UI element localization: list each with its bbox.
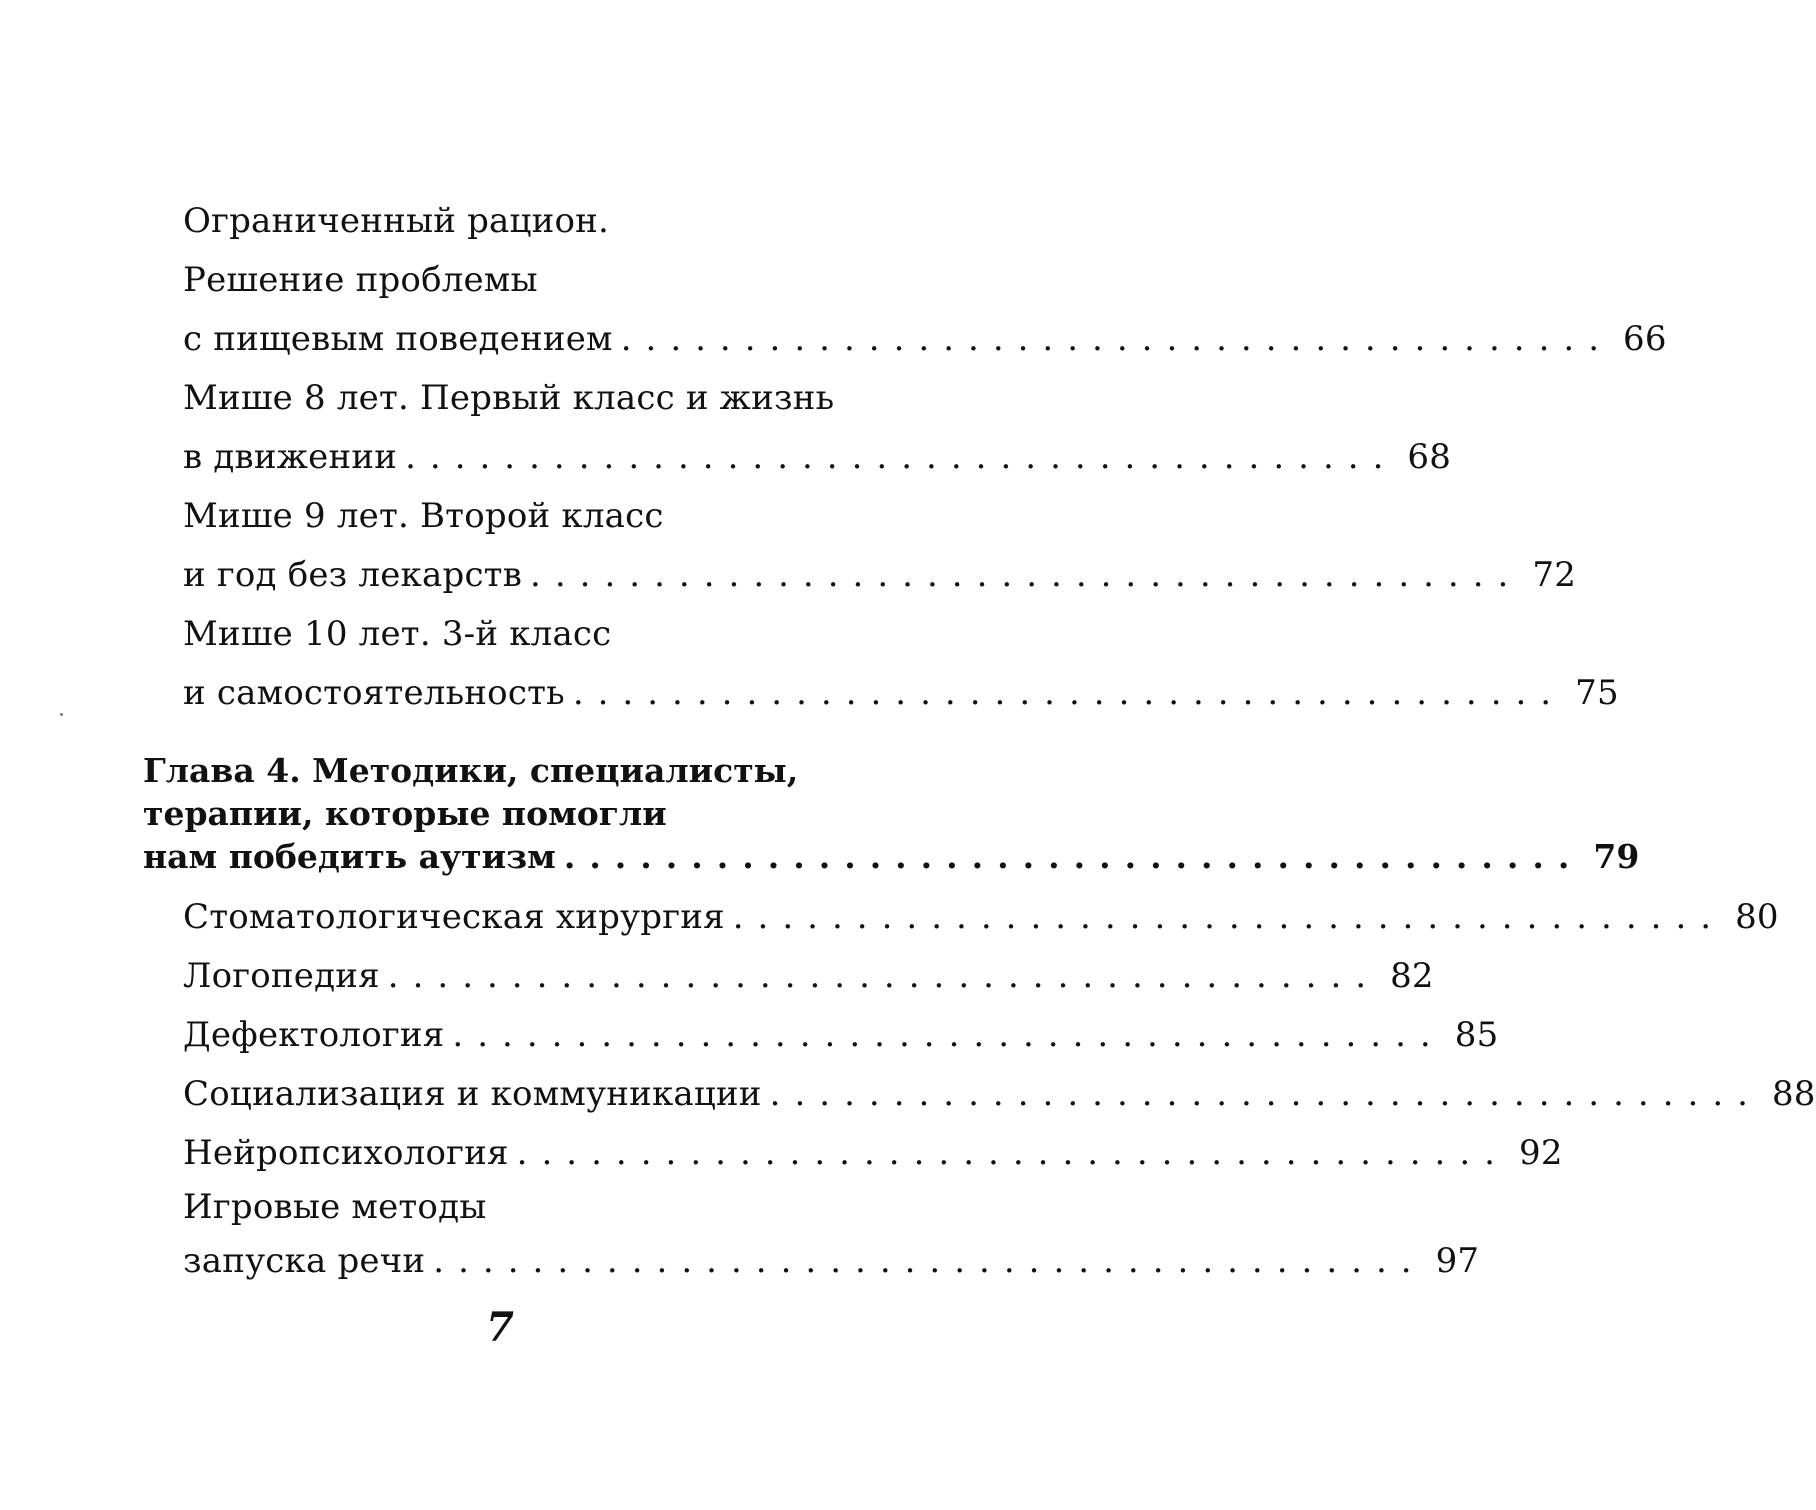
toc-entry-line[interactable] xyxy=(183,1236,1480,1286)
chapter-title: нам победить аутизм xyxy=(143,837,556,876)
toc-entry-title: в движении xyxy=(183,437,398,477)
dot-leader: ........................................ xyxy=(769,1074,1762,1114)
toc-entry-title: Игровые методы xyxy=(183,1187,487,1227)
dot-leader: ........................................ xyxy=(732,897,1726,937)
toc-page-number: 85 xyxy=(1454,1015,1499,1055)
toc-entry-line xyxy=(183,373,835,423)
toc-entry-line[interactable] xyxy=(183,668,1619,718)
toc-page-number: 92 xyxy=(1518,1133,1563,1173)
toc-entry-title: Дефектология xyxy=(183,1015,445,1055)
toc-page-number: 82 xyxy=(1390,956,1434,996)
toc-entry-line[interactable] xyxy=(183,314,1667,364)
dot-leader: ........................................ xyxy=(452,1015,1445,1055)
toc-entry-line[interactable] xyxy=(183,1010,1499,1060)
toc-entry-title: и самостоятельность xyxy=(183,673,565,713)
toc-entry-line xyxy=(183,196,812,246)
toc-entry-title: с пищевым поведением xyxy=(183,319,613,359)
toc-entry-line[interactable] xyxy=(183,432,1452,482)
toc-page-number: 66 xyxy=(1623,319,1667,359)
toc-entry-title: Мише 9 лет. Второй класс xyxy=(183,496,664,536)
toc-page-number: 97 xyxy=(1435,1241,1480,1281)
toc-entry-title: Мише 8 лет. Первый класс и жизнь xyxy=(183,378,835,418)
dot-leader: ........................................ xyxy=(563,837,1584,876)
dot-leader: ........................................ xyxy=(516,1133,1509,1173)
chapter-title: терапии, которые помогли xyxy=(143,794,667,833)
toc-page-number: 88 xyxy=(1771,1074,1816,1114)
toc-entry-title: и год без лекарств xyxy=(183,555,523,595)
toc-entry-line[interactable] xyxy=(183,550,1577,600)
toc-entry-title: Стоматологическая хирургия xyxy=(183,897,725,937)
toc-entry-title: Ограниченный рацион. xyxy=(183,201,609,241)
toc-page-number: 75 xyxy=(1575,673,1619,713)
dot-leader: ........................................ xyxy=(530,555,1523,595)
chapter-heading-line[interactable] xyxy=(143,832,1640,882)
dot-leader: ........................................ xyxy=(387,956,1381,996)
toc-entry-line xyxy=(183,1182,812,1232)
page-number: 7 xyxy=(486,1304,514,1351)
chapter-title: Глава 4. Методики, специалисты, xyxy=(143,751,799,790)
toc-entry-title: Логопедия xyxy=(183,956,380,996)
toc-entry-title: Мише 10 лет. 3-й класс xyxy=(183,614,612,654)
toc-page-number: 68 xyxy=(1407,437,1452,477)
dot-leader: ........................................ xyxy=(572,673,1566,713)
dot-leader: ........................................ xyxy=(433,1241,1426,1281)
scan-speck xyxy=(60,713,63,716)
toc-entry-title: запуска речи xyxy=(183,1241,426,1281)
dot-leader: ........................................ xyxy=(405,437,1398,477)
toc-entry-line[interactable] xyxy=(183,1128,1563,1178)
toc-entry-title: Нейропсихология xyxy=(183,1133,509,1173)
toc-page-number: 79 xyxy=(1593,837,1640,876)
toc-entry-title: Решение проблемы xyxy=(183,260,538,300)
toc-page-number: 80 xyxy=(1735,897,1779,937)
dot-leader: ........................................ xyxy=(620,319,1614,359)
toc-page-number: 72 xyxy=(1532,555,1577,595)
toc-entry-line xyxy=(183,491,812,541)
toc-entry-line[interactable] xyxy=(183,892,1779,942)
toc-entry-line xyxy=(183,609,812,659)
toc-entry-title: Социализация и коммуникации xyxy=(183,1074,762,1114)
toc-entry-line xyxy=(183,255,812,305)
toc-entry-line[interactable] xyxy=(183,1069,1816,1119)
toc-entry-line[interactable] xyxy=(183,951,1434,1001)
